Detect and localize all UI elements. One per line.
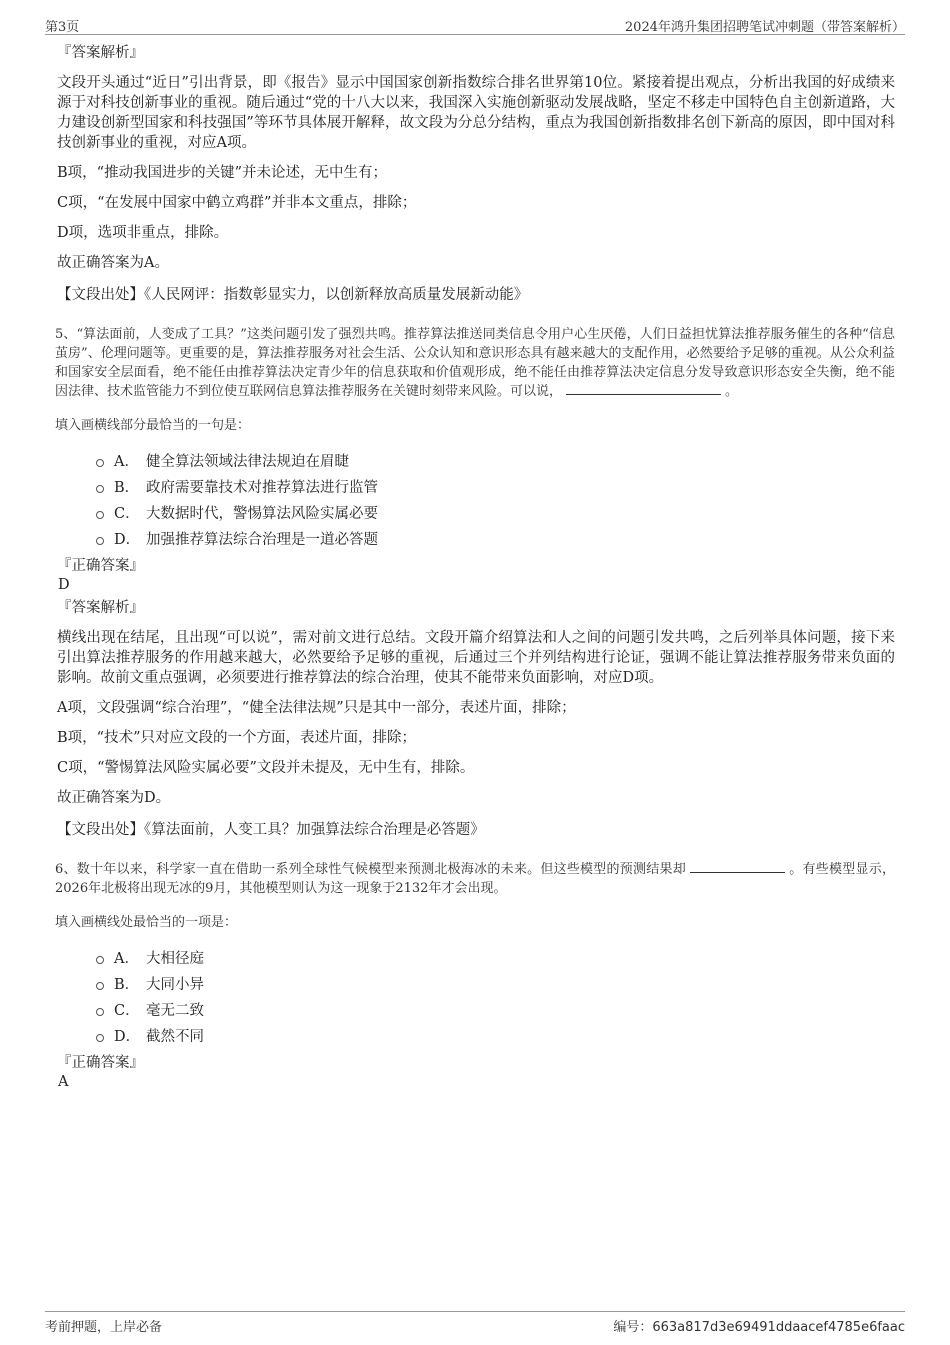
question-text: 6、数十年以来，科学家一直在借助一系列全球性气候模型来预测北极海冰的未来。但这些模型的预测结果却	[55, 862, 687, 877]
analysis-paragraph: 文段开头通过“近日”引出背景，即《报告》显示中国国家创新指数综合排名世界第10位。紧接着提出观点，分析出我国的好成绩来源于对科技创新事业的重视。随后通过“党的十八大以来，我国深入实施创新驱动发展战略，坚定不移走中国特色自主创新道路，大力建设创新型国家和科技强国”等环节具体展开解释，故文段为分总分结构，重点为我国创新指数排名创下新高的原因，即中国对科技创新事业的重视，对应A项。	[57, 75, 895, 151]
option-letter: C．	[114, 505, 140, 522]
radio-icon[interactable]	[96, 511, 104, 519]
option-text: 大同小异	[146, 976, 204, 993]
question-5	[57, 325, 895, 840]
analysis-paragraph: B项，“技术”只对应文段的一个方面，表述片面，排除；	[57, 730, 416, 746]
option-a[interactable]	[96, 944, 895, 970]
analysis-tag: 『答案解析』	[57, 45, 144, 61]
option-text: 加强推荐算法综合治理是一道必答题	[146, 531, 378, 548]
fill-blank	[566, 382, 721, 395]
radio-icon[interactable]	[96, 459, 104, 467]
option-a[interactable]	[96, 447, 895, 473]
question-prompt: 填入画横线部分最恰当的一句是：	[55, 418, 251, 433]
radio-icon[interactable]	[96, 1034, 104, 1042]
analysis-paragraph: C项，“警惕算法风险实属必要”文段并未提及，无中生有，排除。	[57, 760, 475, 776]
option-d[interactable]	[96, 525, 895, 551]
analysis-paragraph: A项，文段强调“综合治理”，“健全法律法规”只是其中一部分，表述片面，排除；	[57, 700, 576, 716]
option-b[interactable]	[96, 473, 895, 499]
option-text: 截然不同	[146, 1028, 204, 1045]
option-d[interactable]	[96, 1022, 895, 1048]
option-text: 大数据时代，警惕算法风险实属必要	[146, 505, 378, 522]
option-list	[96, 944, 895, 1048]
question-text-end: 。有些模型显示，2026年北极将出现无冰的9月，其他模型则认为这一现象于2132年才会出现。	[55, 862, 895, 896]
correct-answer: A	[58, 1074, 69, 1090]
radio-icon[interactable]	[96, 537, 104, 545]
analysis-tag: 『答案解析』	[57, 600, 144, 616]
analysis-paragraph: B项，“推动我国进步的关键”并未论述，无中生有；	[57, 165, 387, 181]
question-prompt: 填入画横线处最恰当的一项是：	[55, 915, 238, 930]
question-stem	[55, 325, 895, 401]
answer-tag: 『正确答案』	[57, 1055, 144, 1071]
analysis-paragraph: 故正确答案为A。	[57, 255, 169, 271]
option-text: 毫无二致	[146, 1002, 204, 1019]
footer-slogan: 考前押题，上岸必备	[45, 1320, 163, 1335]
page-header	[45, 14, 905, 35]
document-title: 2024年鸿升集团招聘笔试冲刺题（带答案解析）	[624, 20, 905, 35]
option-text: 大相径庭	[146, 950, 204, 967]
option-list	[96, 447, 895, 551]
code-label: 编号：	[613, 1320, 653, 1335]
question-stem	[55, 860, 895, 898]
option-letter: A．	[114, 453, 139, 470]
option-letter: A．	[114, 950, 139, 967]
page-footer	[45, 1311, 905, 1338]
question-6	[57, 860, 895, 1092]
option-letter: B．	[114, 976, 140, 993]
source-citation: 【文段出处】《算法面前，人变工具？加强算法综合治理是必答题》	[57, 822, 485, 838]
option-c[interactable]	[96, 499, 895, 525]
q4-analysis-section	[57, 44, 895, 305]
option-b[interactable]	[96, 970, 895, 996]
option-text: 健全算法领域法律法规迫在眉睫	[146, 453, 349, 470]
source-citation: 【文段出处】《人民网评：指数彰显实力，以创新释放高质量发展新动能》	[57, 287, 529, 303]
radio-icon[interactable]	[96, 1008, 104, 1016]
option-c[interactable]	[96, 996, 895, 1022]
option-letter: D．	[114, 531, 141, 548]
option-text: 政府需要靠技术对推荐算法进行监管	[146, 479, 378, 496]
option-letter: B．	[114, 479, 140, 496]
document-code	[613, 1316, 905, 1335]
document-body	[57, 44, 895, 1096]
question-text: 5、“算法面前，人变成了工具？”这类问题引发了强烈共鸣。推荐算法推送同类信息令用户心生厌倦，人们日益担忧算法推荐服务催生的各种“信息茧房”、伦理问题等。更重要的是，算法推荐服务对社会生活、公众认知和意识形态具有越来越大的支配作用，必然要给予足够的重视。从公众利益和国家安全层面看，绝不能任由推荐算法决定青少年的信息获取和价值观形成，绝不能任由推荐算法决定信息分发导致意识形态安全失衡，绝不能因法律、技术监管能力不到位使互联网信息算法推荐服务在关键时刻带来风险。可以说，	[55, 327, 895, 399]
radio-icon[interactable]	[96, 485, 104, 493]
analysis-paragraph: C项，“在发展中国家中鹤立鸡群”并非本文重点，排除；	[57, 195, 417, 211]
code-value: 663a817d3e69491ddaacef4785e6faac	[652, 1320, 905, 1335]
analysis-paragraph: 故正确答案为D。	[57, 790, 171, 806]
radio-icon[interactable]	[96, 982, 104, 990]
analysis-paragraph: 横线出现在结尾，且出现“可以说”，需对前文进行总结。文段开篇介绍算法和人之间的问题引发共鸣，之后列举具体问题，接下来引出算法推荐服务的作用越来越大，必然要给予足够的重视，后通过三个并列结构进行论证，强调不能让算法推荐服务带来负面的影响。故前文重点强调，必须要进行推荐算法的综合治理，使其不能带来负面影响，对应D项。	[57, 630, 895, 686]
question-text-end: 。	[725, 384, 739, 399]
correct-answer: D	[58, 577, 70, 593]
page-number: 第3页	[45, 20, 80, 35]
answer-tag: 『正确答案』	[57, 558, 144, 574]
analysis-paragraph: D项，选项非重点，排除。	[57, 225, 229, 241]
radio-icon[interactable]	[96, 956, 104, 964]
option-letter: C．	[114, 1002, 140, 1019]
fill-blank	[690, 860, 785, 873]
option-letter: D．	[114, 1028, 141, 1045]
